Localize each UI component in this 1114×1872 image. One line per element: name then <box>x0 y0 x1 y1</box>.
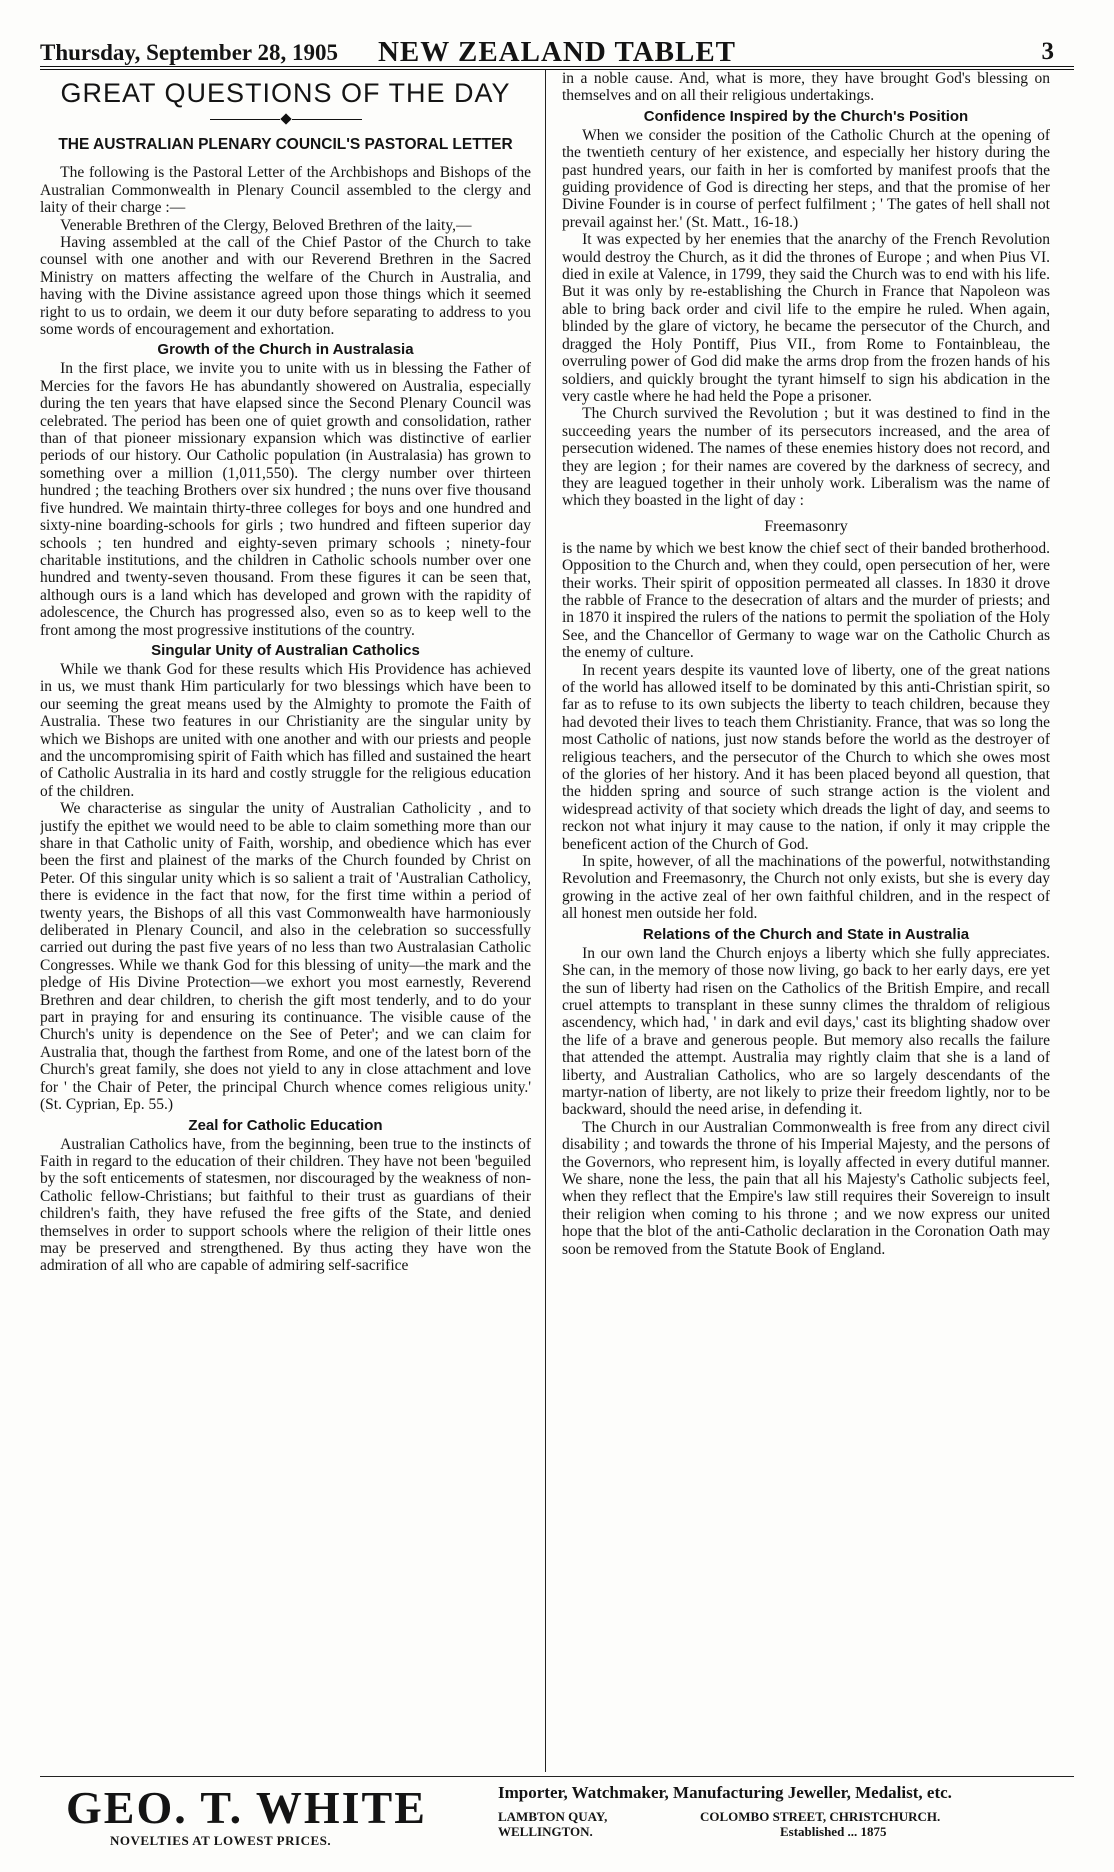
wellington-address: LAMBTON QUAY, WELLINGTON. <box>498 1809 608 1839</box>
ornament-divider <box>40 115 531 123</box>
body-paragraph: In recent years despite its vaunted love of liberty, one of the great nations of the world has allowed itself to be dominated by this anti-Christian spirit, so far as to refuse to its own subjects the liberty to teach children, because they had devoted their lives to teach them Christianity. France, that was so long the most Catholic of nations, just now stands before the world as the destroyer of religious teachers, and the persecutor of the Church to which she owes most of the glories of her history. And it has been placed beyond all question, that the hidden spring and source of such strange action is the violent and widespread activity of that society which dreads the light of day, and seems to reckon not what injury it may cause to the nation, if only it may cripple the beneficent action of the Church of God. <box>562 661 1050 853</box>
section-heading: Growth of the Church in Australasia <box>157 341 414 359</box>
paper-title: NEW ZEALAND TABLET <box>377 36 737 68</box>
intro-paragraph: Having assembled at the call of the Chief Pastor of the Church to take counsel with one another and with our Reverend Brethren in the Sacred Ministry on matters affecting the welfare of the Church in Australia, and having with the Divine assistance agreed upon those things which it seemed right to us to ordain, we deem it our duty before separating to address to you some words of encouragement and exhortation. <box>40 234 531 339</box>
christchurch-address: COLOMBO STREET, CHRISTCHURCH. Established ... 1875 <box>700 1809 941 1839</box>
right-column <box>545 70 1050 1772</box>
advertiser-name: GEO. T. WHITE <box>66 1782 427 1833</box>
continued-paragraph: in a noble cause. And, what is more, they have brought God's blessing on themselves and on all their religious undertakings. <box>562 70 1050 105</box>
advertisement <box>40 1777 1074 1847</box>
advert-slogan: NOVELTIES AT LOWEST PRICES. <box>110 1833 332 1848</box>
article-subhead: THE AUSTRALIAN PLENARY COUNCIL'S PASTORAL LETTER <box>58 136 513 153</box>
masthead <box>40 26 1074 66</box>
body-paragraph: is the name by which we best know the chief sect of their banded brotherhood. Opposition to the Church and, when they could, open persecution of her, were their works. Their spirit of opposition permeated all classes. In 1830 it drove the rabble of France to the desecration of altars and the murder of priests; and in 1870 it inspired the rulers of the nations to permit the spoliation of the Holy See, and the Chancellor of Germany to wage war on the Catholic Church as the enemy of culture. <box>562 539 1050 662</box>
intro-paragraph: The following is the Pastoral Letter of the Archbishops and Bishops of the Australian Commonwealth in Plenary Council assembled to the clergy and laity of their charge :— <box>40 164 531 217</box>
section-heading: Zeal for Catholic Education <box>188 1116 383 1134</box>
body-paragraph: Australian Catholics have, from the beginning, been true to the instincts of Faith in regard to the education of their children. They have not been 'beguiled by the soft enticements of statesmen, nor discouraged by the weakness of non-Catholic fellow-Christians; but faithful to their trust as guardians of their children's faith, they have refused the free gifts of the State, and denied themselves in order to support schools where the religion of their little ones may be preserved and strengthened. By thus acting they have won the admiration of all who are capable of admiring self-sacrifice <box>40 1135 531 1275</box>
left-column <box>40 70 545 1772</box>
body-paragraph: In spite, however, of all the machinations of the powerful, notwithstanding Revolution and Freemasonry, the Church not only exists, but she is every day growing in the active zeal of her own faithful children, and in the respect of all honest men outside her fold. <box>562 853 1050 923</box>
established-date: Established ... 1875 <box>780 1824 887 1839</box>
section-heading: Singular Unity of Australian Catholics <box>151 641 420 659</box>
body-paragraph: We characterise as singular the unity of Australian Catholicity , and to justify the epithet we would need to be able to claim something more than our share in that Catholic unity of Faith, worship, and obedience which has ever been the first and plainest of the marks of the Church founded by Christ on Peter. Of this singular unity which is so salient a trait of 'Australian Catholicy, there is evidence in the fact that now, for the first time within a period of twenty years, the Bishops of all this vast Commonwealth have harmoniously deliberated in Plenary Council, and also in the celebration so successfully carried out during the past five years of no less than two Australasian Catholic Congresses. While we thank God for this blessing of unity—the mark and the pledge of His Divine Protection—we exhort you most earnestly, Reverend Brethren and dear children, to cherish the gift most tenderly, and to do your part in praying for and ensuring its continuance. The visible cause of the Church's unity is dependence on the See of Peter'; and we can claim for Australia that, though the farthest from Rome, and one of the latest born of the Church's great family, she does not yield to any in close attachment and love for ' the Chair of Peter, the principal Church whence comes religious unity.' (St. Cyprian, Ep. 55.) <box>40 800 531 1114</box>
section-heading: Confidence Inspired by the Church's Position <box>643 107 969 125</box>
body-paragraph: The Church in our Australian Commonwealth is free from any direct civil disability ; and towards the throne of his Imperial Majesty, and the persons of the Governors, who represent him, is loyally affected in every dutiful manner. We share, none the less, the pain that all his Majesty's Catholic subjects feel, when they reflect that the Empire's law still requires their Sovereign to insult their religion when coming to his throne ; and we now express our united hope that the blot of the anti-Catholic declaration in the Coronation Oath may soon be removed from the Statute Book of England. <box>562 1118 1050 1258</box>
advert-trade: Importer, Watchmaker, Manufacturing Jeweller, Medalist, etc. <box>498 1783 952 1802</box>
body-paragraph: It was expected by her enemies that the anarchy of the French Revolution would destroy the Church, as it did the thrones of Europe ; and when Pius VI. died in exile at Valence, in 1799, they said the Church was to end with his life. But it was only by re-establishing the Church in France that Napoleon was able to bring back order and civil life to the empire he ruled. When again, blinded by the glare of victory, he became the persecutor of the Church, and dragged the Holy Pontiff, Pius VII., from Rome to Fontainbleau, the overruling power of God did make the arms drop from the frozen hands of his soldiers, and quickly brought the tyrant himself to sign his abdication in the very castle where he had held the Pope a prisoner. <box>562 231 1050 405</box>
article-columns <box>40 70 1074 1772</box>
body-paragraph: In the first place, we invite you to unite with us in blessing the Father of Mercies for the favors He has abundantly showered on Australia, especially during the ten years that have elapsed since the Second Plenary Council was celebrated. The period has been one of quiet growth and consolidation, rather than of that pioneer missionary expansion which was distinctive of earlier periods of our history. Our Catholic population (in Australasia) has grown to something over a million (1,011,550). The clergy number over thirteen hundred ; the teaching Brothers over six hundred ; the nuns over five thousand five hundred. We maintain thirty-three colleges for boys and one hundred and sixty-nine boarding-schools for girls ; two hundred and fifteen superior day schools ; ten hundred and eighty-seven primary schools ; ninety-four charitable institutions, and the children in Catholic schools number over one hundred and twenty-seven thousand. From these figures it can be seen that, although ours is a land which has developed and grown with the rapidity of adolescence, the Church has progressed also, even so as to keep well to the front among the most progressive institutions of the country. <box>40 360 531 639</box>
body-paragraph: While we thank God for these results which His Providence has achieved in us, we must thank Him particularly for two blessings which have been to our seeming the great means used by the Almighty to promote the Faith of Australia. These two features in our Christianity are the singular unity by which we Bishops are united with one another and with our priests and people and the uncompromising spirit of Faith which has filled and sustained the heart of Catholic Australia in its hard and costly struggle for the religious education of the children. <box>40 660 531 800</box>
body-paragraph: When we consider the position of the Catholic Church at the opening of the twentieth century of her existence, and especially her history during the past hundred years, our faith in her is comforted by manifest proofs that the guiding providence of God is directing her steps, and that the promise of her Divine Founder is in course of perfect fulfilment ; ' The gates of hell shall not prevail against her.' (St. Matt., 16-18.) <box>562 126 1050 231</box>
salutation: Venerable Brethren of the Clergy, Beloved Brethren of the laity,— <box>60 216 472 234</box>
body-paragraph: The Church survived the Revolution ; but it was destined to find in the succeeding years the number of its persecutors increased, and the area of persecution widened. The names of these enemies history does not record, and they are legion ; for their names are covered by the darkness of secrecy, and they are leagued together in their unholy work. Liberalism was the name of which they boasted in the light of day : <box>562 405 1050 510</box>
issue-date: Thursday, September 28, 1905 <box>40 40 338 65</box>
section-heading: Freemasonry <box>764 517 848 535</box>
headline: GREAT QUESTIONS OF THE DAY <box>60 78 511 108</box>
page-number: 3 <box>1041 38 1054 65</box>
body-paragraph: In our own land the Church enjoys a liberty which she fully appreciates. She can, in the memory of those now living, go back to her early days, ere yet the sun of liberty had risen on the Catholics of the British Empire, and recall cruel attempts to transplant in these sunny climes the thraldom of religious ascendency, which had, ' in dark and evil days,' cast its blighting shadow over the life of a brave and generous people. But memory also recalls the failure that attended the attempt. Australia may rightly claim that she is a land of liberty, and Australian Catholics, who are so largely descendants of the martyr-nation of liberty, are not likely to prize their freedom lightly, nor to be backward, should the need arise, in defending it. <box>562 944 1050 1119</box>
section-heading: Relations of the Church and State in Australia <box>642 925 970 943</box>
